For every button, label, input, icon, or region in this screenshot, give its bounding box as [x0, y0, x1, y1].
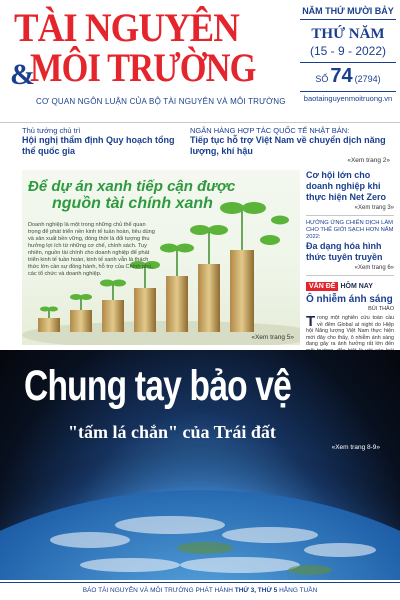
top-stories	[0, 122, 400, 164]
feature-headline	[28, 178, 235, 212]
cover-story[interactable]	[0, 350, 400, 580]
logo-title-line2: MÔI TRƯỜNG	[30, 45, 256, 90]
cover-headline: Chung tay bảo vệ	[24, 362, 292, 410]
tagline: CƠ QUAN NGÔN LUẬN CỦA BỘ TÀI NGUYÊN VÀ MÔI TRƯỜNG	[36, 97, 286, 106]
cover-subheadline: "tấm lá chắn" của Trái đất	[68, 422, 276, 442]
story-headline: Hội nghị thẩm định Quy hoạch tổng thể quốc gia	[22, 135, 175, 156]
website-link[interactable]: baotainguyenmoitruong.vn	[300, 91, 396, 103]
see-page: «Xem trang 6»	[354, 265, 394, 271]
story-headline: Tiếp tục hỗ trợ Việt Nam về chuyển dịch năng lượng, khí hậu	[190, 135, 386, 156]
issue-box	[300, 6, 396, 103]
footer-text: BÁO TÀI NGUYÊN VÀ MÔI TRƯỜNG PHÁT HÀNH	[82, 587, 233, 594]
see-page: «Xem trang 8-9»	[331, 444, 380, 451]
issue-weekday: THỨ NĂM	[311, 26, 385, 42]
top-story-right[interactable]	[190, 126, 390, 164]
story-kicker: Thủ tướng chủ trì	[22, 126, 81, 135]
section-tag	[306, 282, 394, 291]
opinion-title: Ô nhiễm ánh sáng	[306, 294, 393, 305]
feature-story[interactable]	[22, 170, 300, 345]
side-story-campaign[interactable]	[306, 216, 394, 276]
see-page: «Xem trang 2»	[347, 157, 390, 164]
side-story-net-zero[interactable]	[306, 166, 394, 216]
section-tag-black: HÔM NAY	[340, 283, 373, 290]
story-kicker: NGÂN HÀNG HỢP TÁC QUỐC TẾ NHẬT BẢN:	[190, 126, 350, 135]
see-page: «Xem trang 5»	[251, 334, 294, 341]
top-story-left[interactable]	[22, 126, 182, 157]
footer	[0, 582, 400, 600]
story-headline: Cơ hội lớn cho doanh nghiệp khi thực hiện Net Zero	[306, 170, 387, 202]
footer-weekly: HẰNG TUẦN	[279, 587, 318, 594]
feature-headline-line2: nguồn tài chính xanh	[52, 195, 213, 212]
feature-body: Doanh nghiệp là một trong những chủ thể quan trọng để phát triển nền kinh tế tuần hoàn, tiêu dùng và sản xuất bền vững, đóng thời là đối tượng thu hưởng lợi ích từ những cơ chế, chính sách. Tuy nhiên, nguồn tài chính cho doanh nghiệp để phát triển kinh tế tuần hoàn, kinh tế xanh vẫn là thách thức lớn cần sự đồng hành, hỗ trợ của Chính phủ, các tổ chức và doanh nghiệp.	[28, 222, 155, 277]
story-kicker: HƯỞNG ỨNG CHIẾN DỊCH LÀM CHO THẾ GIỚI SẠCH HƠN NĂM 2022:	[306, 220, 394, 240]
masthead	[0, 0, 400, 118]
side-column	[306, 166, 394, 276]
story-headline: Đa dạng hóa hình thức tuyên truyền	[306, 241, 383, 262]
footer-days: THỨ 3, THỨ 5	[234, 587, 278, 594]
logo-title-line1: TÀI NGUYÊN	[14, 5, 239, 50]
issue-sub: (2794)	[354, 74, 381, 84]
issue-label: SỐ	[315, 74, 329, 84]
section-tag-red: VẤN ĐỀ	[306, 282, 338, 291]
opinion-body: Trong một nghiên cứu toàn cầu về đêm Global at night do Hiệp hội Năng lượng Việt Nam thực hiện mới đây cho thấy, ô nhiễm ánh sáng đang gây ra ảnh hưởng rất lớn đến	[306, 313, 394, 348]
opinion-author: BÙI THẢO	[368, 306, 394, 312]
issue-number	[300, 62, 396, 88]
issue-year: NĂM THỨ MƯỜI BẢY	[300, 6, 396, 20]
logo-ampersand: &	[10, 58, 35, 91]
issue-date: (15 - 9 - 2022)	[309, 44, 387, 58]
issue-number-value: 74	[330, 65, 353, 87]
see-page: «Xem trang 3»	[354, 205, 394, 211]
feature-headline-line1: Để dự án xanh tiếp cận được	[28, 178, 236, 195]
